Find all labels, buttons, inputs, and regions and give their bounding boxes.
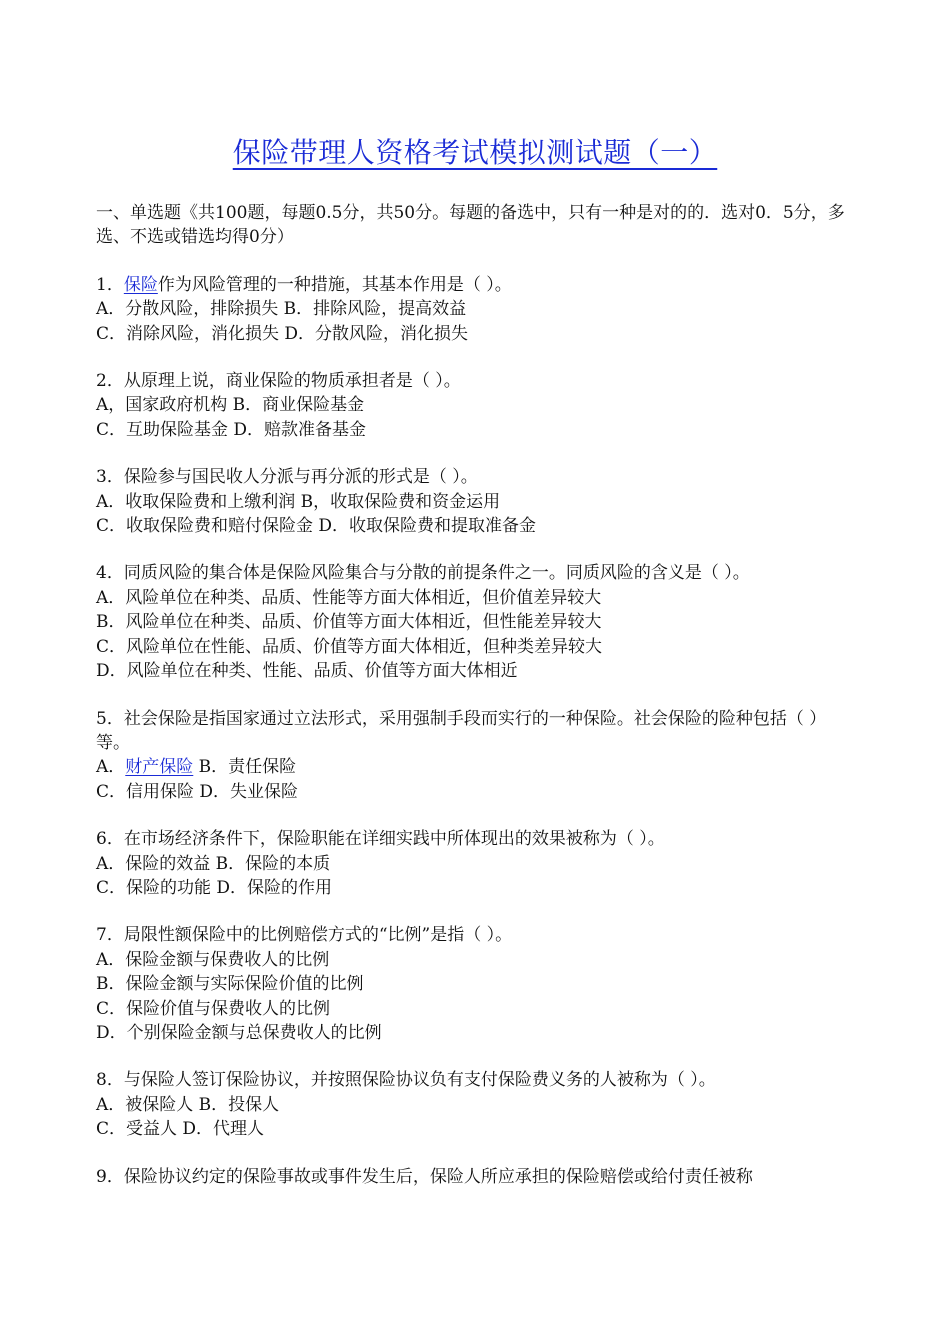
question-3 bbox=[96, 465, 856, 538]
option-letter: A． bbox=[96, 757, 126, 778]
question-option-line: C．保险的功能 D．保险的作用 bbox=[96, 877, 333, 898]
question-option-line: C．保险价值与保费收人的比例 bbox=[96, 998, 331, 1019]
insurance-link[interactable]: 保险 bbox=[123, 274, 158, 295]
question-stem: 7．局限性额保险中的比例赔偿方式的“比例”是指（ ）。 bbox=[96, 925, 513, 946]
question-option-line: C．受益人 D．代理人 bbox=[96, 1119, 265, 1140]
question-option-line: A．收取保险费和上缴利润 B，收取保险费和资金运用 bbox=[96, 491, 501, 512]
question-option-line: B．保险金额与实际保险价值的比例 bbox=[96, 974, 364, 995]
question-7 bbox=[96, 923, 856, 1045]
question-option-line: C．风险单位在性能、品质、价值等方面大体相近，但种类差异较大 bbox=[96, 636, 603, 657]
question-option-line: D．风险单位在种类、性能、品质、价值等方面大体相近 bbox=[96, 661, 518, 682]
section-intro: 一、单选题《共100题，每题0.5分，共50分。每题的备选中，只有一种是对的的．选对0．5分，多选、不选或错选均得0分） bbox=[96, 203, 845, 248]
document-body bbox=[96, 201, 856, 1212]
question-option-line: A．风险单位在种类、品质、性能等方面大体相近，但价值差异较大 bbox=[96, 587, 602, 608]
question-stem: 6．在市场经济条件下，保险职能在详细实践中所体现出的效果被称为（ ）。 bbox=[96, 829, 665, 850]
question-option-line: C．收取保险费和赔付保险金 D．收取保险费和提取准备金 bbox=[96, 516, 537, 537]
option-text: B．责任保险 bbox=[193, 757, 297, 778]
question-9 bbox=[96, 1165, 856, 1189]
question-option-line bbox=[96, 755, 856, 779]
question-option-line: C．信用保险 D．失业保险 bbox=[96, 781, 299, 802]
question-stem: 9．保险协议约定的保险事故或事件发生后，保险人所应承担的保险赔偿或给付责任被称 bbox=[96, 1166, 753, 1187]
question-1 bbox=[96, 273, 856, 346]
question-option-line: D．个别保险金额与总保费收人的比例 bbox=[96, 1022, 382, 1043]
question-stem: 8．与保险人签订保险协议，并按照保险协议负有支付保险费义务的人被称为（ ）。 bbox=[96, 1070, 716, 1091]
property-insurance-link[interactable]: 财产保险 bbox=[125, 757, 194, 778]
question-stem: 5．社会保险是指国家通过立法形式，采用强制手段而实行的一种保险。社会保险的险种包括（ ）等。 bbox=[96, 708, 827, 753]
question-2 bbox=[96, 369, 856, 442]
question-number: 1． bbox=[96, 274, 124, 295]
question-option-line: C．消除风险，消化损失 D．分散风险，消化损失 bbox=[96, 323, 469, 344]
question-4 bbox=[96, 561, 856, 683]
question-option-line: A，国家政府机构 B．商业保险基金 bbox=[96, 395, 365, 416]
question-option-line: A．保险的效益 B．保险的本质 bbox=[96, 853, 331, 874]
question-stem: 3．保险参与国民收人分派与再分派的形式是（ ）。 bbox=[96, 467, 478, 488]
question-option-line: B．风险单位在种类、品质、价值等方面大体相近，但性能差异较大 bbox=[96, 612, 602, 633]
question-stem: 4．同质风险的集合体是保险风险集合与分散的前提条件之一。同质风险的含义是（ ）。 bbox=[96, 563, 750, 584]
question-option-line: A．分散风险，排除损失 B．排除风险，提高效益 bbox=[96, 299, 467, 320]
question-option-line: A．保险金额与保费收人的比例 bbox=[96, 949, 330, 970]
question-8 bbox=[96, 1068, 856, 1141]
question-stem: 2．从原理上说，商业保险的物质承担者是（ ）。 bbox=[96, 371, 461, 392]
question-option-line: C．互助保险基金 D．赔款准备基金 bbox=[96, 419, 367, 440]
question-text: 作为风险管理的一种措施，其基本作用是（ ）。 bbox=[157, 274, 512, 295]
question-6 bbox=[96, 827, 856, 900]
question-stem bbox=[96, 273, 856, 297]
question-option-line: A．被保险人 B．投保人 bbox=[96, 1094, 280, 1115]
question-5 bbox=[96, 707, 856, 805]
page-title: 保险带理人资格考试模拟测试题（一） bbox=[232, 136, 718, 169]
